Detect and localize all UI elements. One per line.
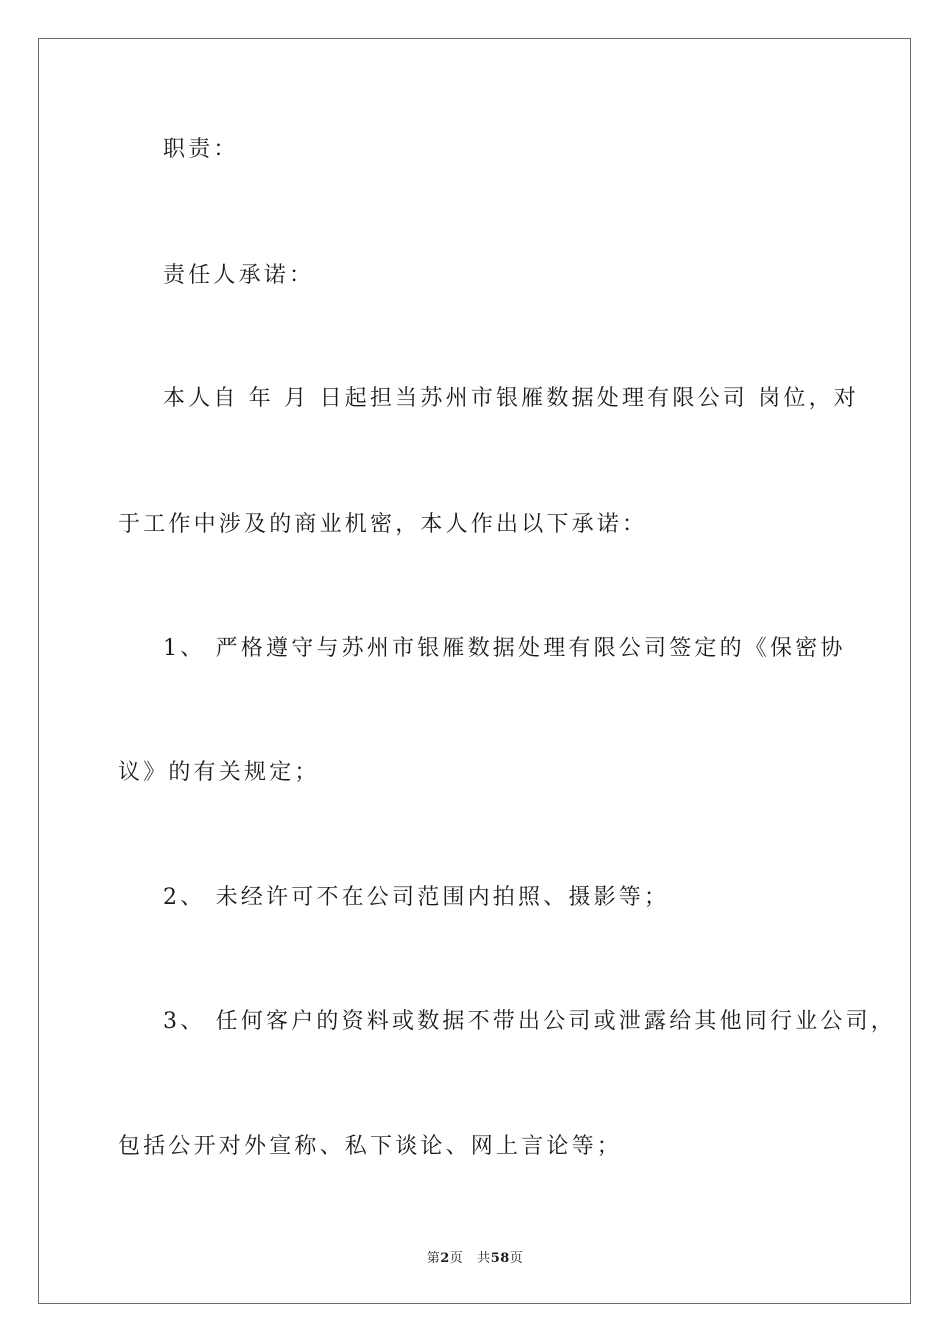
footer-current-page: 2 xyxy=(440,1251,450,1266)
footer-prefix: 第 xyxy=(426,1251,441,1266)
text-line-item-1a: 1、 严格遵守与苏州市银雁数据处理有限公司签定的《保密协 xyxy=(163,636,846,661)
text-line-statement-1: 本人自 年 月 日起担当苏州市银雁数据处理有限公司 岗位，对 xyxy=(163,386,859,411)
text-line-item-2: 2、 未经许可不在公司范围内拍照、摄影等； xyxy=(163,885,670,910)
text-line-item-1b: 议》的有关规定； xyxy=(118,760,320,785)
footer-total-unit: 页 xyxy=(509,1251,524,1266)
footer-total-prefix: 共 xyxy=(477,1251,491,1266)
text-line-duties: 职责： xyxy=(163,137,239,162)
text-line-item-3b: 包括公开对外宣称、私下谈论、网上言论等； xyxy=(118,1134,623,1159)
page-border xyxy=(38,38,911,1304)
text-line-statement-2: 于工作中涉及的商业机密，本人作出以下承诺： xyxy=(118,512,648,537)
text-line-item-3a: 3、 任何客户的资料或数据不带出公司或泄露给其他同行业公司， xyxy=(163,1009,896,1034)
page-footer xyxy=(0,1247,950,1266)
text-line-promise-heading: 责任人承诺： xyxy=(163,263,315,288)
footer-total-pages: 58 xyxy=(490,1251,510,1266)
footer-page-unit: 页 xyxy=(449,1251,464,1266)
